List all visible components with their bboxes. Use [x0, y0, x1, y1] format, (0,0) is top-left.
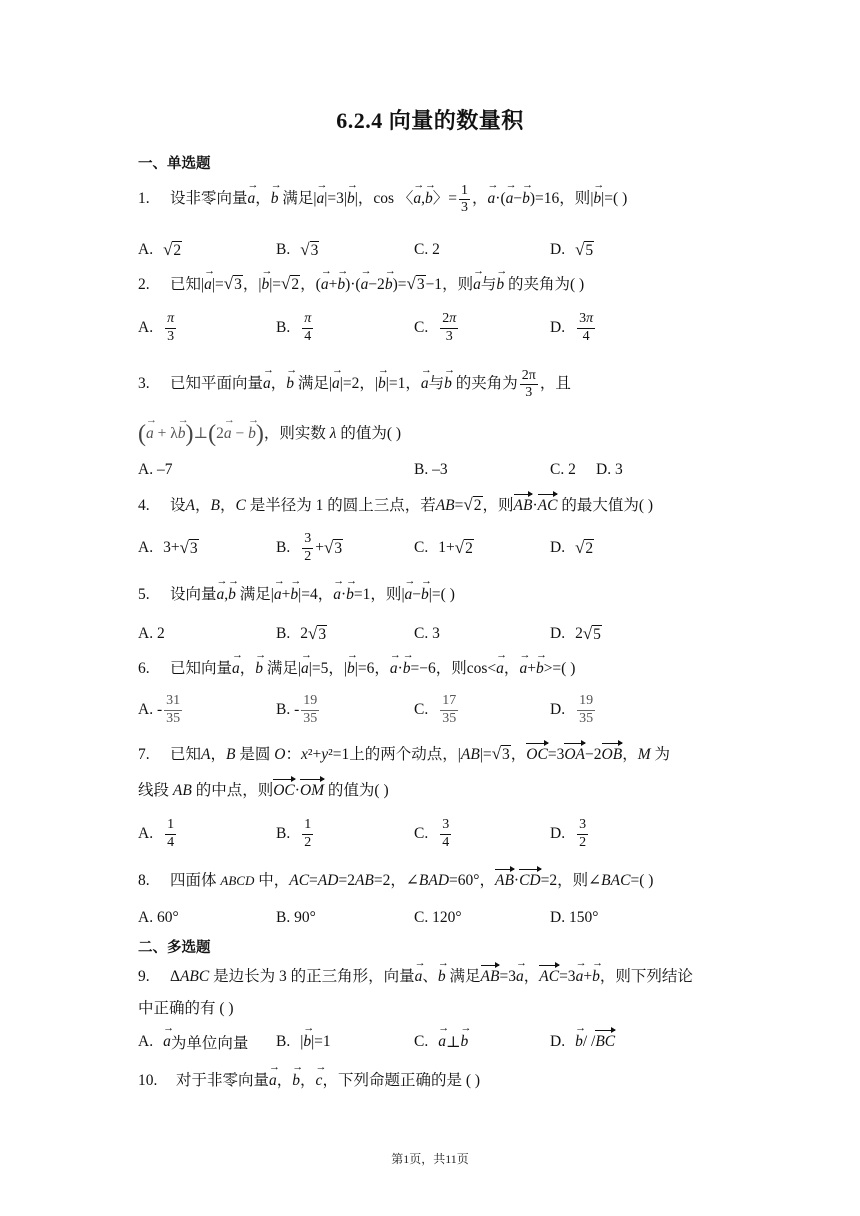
options-q2 — [138, 308, 758, 348]
option-a[interactable]: A. → a 为单位向量 — [138, 1022, 248, 1062]
option-b[interactable]: B. - $\frac{19}{35}$ — [276, 693, 318, 726]
option-b[interactable]: B. $\frac{3}{2}$ + √3 — [276, 531, 343, 564]
options-q5 — [138, 614, 758, 654]
question-10: 10. 对于非零向量→ a，→ b，→ c，下列命题正确的是 ( ) — [138, 1072, 758, 1091]
option-a[interactable]: A. √2 — [138, 240, 182, 259]
question-9: 9. ΔABC 是边长为 3 的正三角形，向量→ a、→ b 满足AB=3→ a，AC=3→ a+→ b，则下列结论 — [138, 968, 758, 987]
options-q3 — [138, 450, 758, 490]
option-d[interactable]: D. 3 — [596, 461, 623, 478]
option-c[interactable]: C. 120° — [414, 909, 462, 926]
question-7: 7. 已知A，B 是圆 O：x²+y²=1上的两个动点，|AB|=√3，OC=3OA−2OB，M 为 — [138, 744, 671, 763]
section-multiple-choice: 二、多选题 — [138, 940, 211, 956]
option-d[interactable]: D. 2 √5 — [550, 624, 601, 643]
option-d[interactable]: D. $\frac{3\pi}{4}$ — [550, 311, 594, 344]
question-6: 6. 已知向量→ a，→ b 满足|→ a|=5，|→ b|=6，→ a·→ b=−6，则cos<→ a，→ a+→ b>=( ) — [138, 660, 758, 679]
option-c[interactable]: C. 3 — [414, 625, 440, 642]
question-1: 1. 设非零向量→ a，→ b 满足|→ a|=3|→ b|，cos 〈→ a,→ b〉= $\frac{1}{3}$ ，→ a·(→ a−→ b)=16，则|→ b|=( ) — [138, 183, 758, 216]
question-2: 2. 已知|→ a|=√3，|→ b|=√2，(→ a+→ b)·(→ a−2→ b)=√3−1，则→ a与→ b 的夹角为( ) — [138, 274, 758, 295]
options-q4 — [138, 528, 758, 568]
option-a[interactable]: A. 3+ √3 — [138, 538, 198, 557]
option-b[interactable]: B. √3 — [276, 240, 319, 259]
options-q8 — [138, 898, 758, 938]
option-d[interactable]: D. 150° — [550, 909, 599, 926]
options-q7 — [138, 814, 758, 854]
page-footer: 第1页，共11页 — [391, 1152, 469, 1166]
option-b[interactable]: B. 2 √3 — [276, 624, 327, 643]
question-4: 4. 设A，B，C 是半径为 1 的圆上三点，若AB=√2，则AB·AC 的最大值为( ) — [138, 495, 654, 514]
options-q9 — [138, 1022, 758, 1062]
question-9-line-2: 中正确的有 ( ) — [138, 1000, 234, 1017]
option-d[interactable]: D. → b / / BC — [550, 1022, 615, 1062]
option-a[interactable]: A. $\frac{\pi}{3}$ — [138, 311, 175, 344]
option-b[interactable]: B. $\frac{1}{2}$ — [276, 817, 312, 850]
question-3-line-2: (→ a + λ→ b)⊥(2→ a − → b)，则实数 λ 的值为( ) — [138, 420, 758, 449]
option-a[interactable]: A. –7 — [138, 461, 173, 478]
option-d[interactable]: D. $\frac{3}{2}$ — [550, 817, 587, 850]
option-b[interactable]: B. –3 — [414, 461, 448, 478]
option-a[interactable]: A. 60° — [138, 909, 179, 926]
section-single-choice: 一、单选题 — [138, 156, 211, 172]
options-q1 — [138, 230, 758, 270]
question-3: 3. 已知平面向量→ a，→ b 满足|→ a|=2，|→ b|=1，→ a与→ b 的夹角为 $\frac{2\pi}{3}$ ，且 — [138, 368, 758, 401]
option-c[interactable]: C. 2 — [550, 461, 576, 478]
option-d[interactable]: D. √5 — [550, 240, 594, 259]
option-c[interactable]: C. 1+ √2 — [414, 538, 473, 557]
question-7-line-2: 线段 AB 的中点，则OC·OM 的值为( ) — [138, 782, 389, 799]
option-c[interactable]: C. 2 — [414, 241, 440, 258]
option-a[interactable]: A. - $\frac{31}{35}$ — [138, 693, 181, 726]
question-8: 8. 四面体 ABCD 中，AC=AD=2AB=2，∠BAD=60°，AB·CD=2，则∠BAC=( ) — [138, 872, 654, 889]
option-b[interactable]: B. $\frac{\pi}{4}$ — [276, 311, 312, 344]
option-d[interactable]: D. √2 — [550, 538, 594, 557]
option-c[interactable]: C. → a ⊥ → b — [414, 1022, 468, 1062]
page-title: 6.2.4 向量的数量积 — [336, 108, 524, 133]
option-b[interactable]: B. 90° — [276, 909, 316, 926]
option-a[interactable]: A. $\frac{1}{4}$ — [138, 817, 175, 850]
option-b[interactable]: B. | → b |=1 — [276, 1022, 331, 1062]
option-c[interactable]: C. $\frac{3}{4}$ — [414, 817, 450, 850]
options-q6 — [138, 690, 758, 730]
question-5: 5. 设向量→ a,→ b 满足|→ a+→ b|=4，→ a·→ b=1，则|→ a−→ b|=( ) — [138, 586, 758, 605]
option-c[interactable]: C. $\frac{17}{35}$ — [414, 693, 457, 726]
option-d[interactable]: D. $\frac{19}{35}$ — [550, 693, 594, 726]
option-a[interactable]: A. 2 — [138, 625, 165, 642]
option-c[interactable]: C. $\frac{2\pi}{3}$ — [414, 311, 457, 344]
